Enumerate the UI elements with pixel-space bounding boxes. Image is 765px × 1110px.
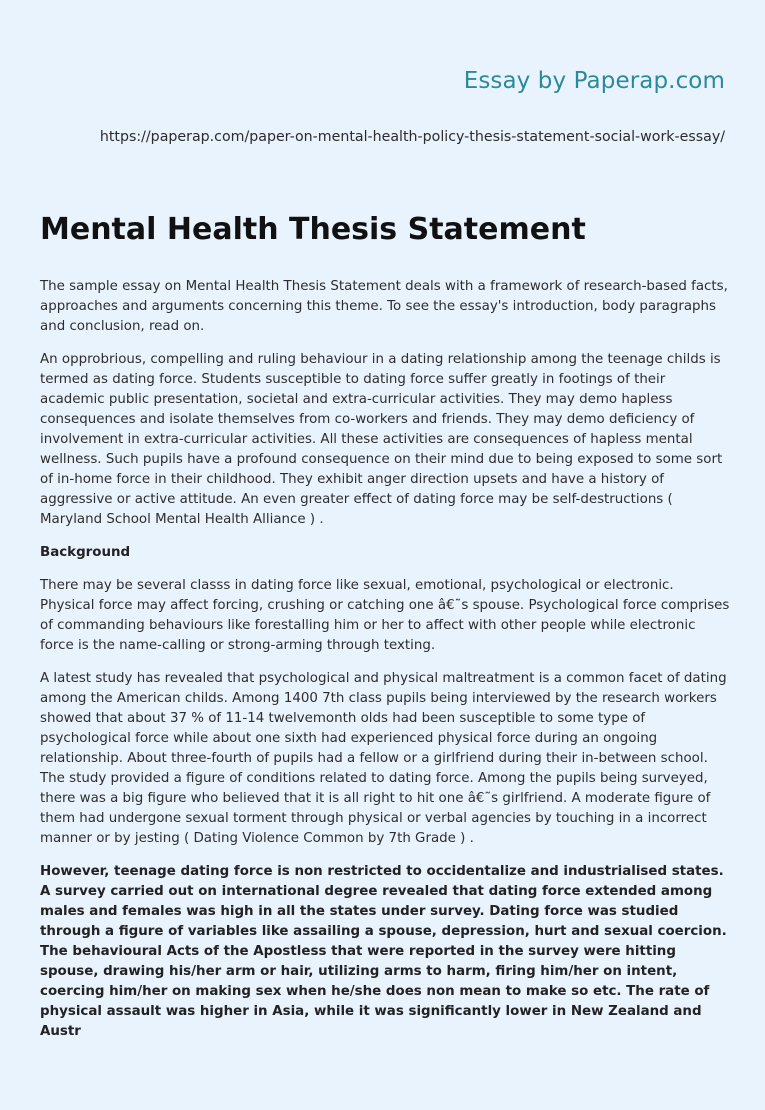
bold-paragraph: However, teenage dating force is non restricted to occidentalize and industrialised states. A survey carried out on international degree revealed that dating force extended among males and females was high in all the states under survey. Dating force was studied through a figure of variables like assailing a spouse, depression, hurt and sexual coercion. The behavioural Acts of the Apostless that were reported in the survey were hitting spouse, drawing his/her arm or hair, utilizing arms to harm, firing him/her on intent, coercing him/her on making sex when he/she does non mean to make so etc. The rate of physical assault was higher in Asia, while it was significantly lower in New Zealand and Austr: [40, 864, 727, 1039]
site-brand[interactable]: Essay by Paperap.com: [463, 68, 725, 94]
body-paragraph: An opprobrious, compelling and ruling behaviour in a dating relationship among the teenage childs is termed as dating force. Students susceptible to dating force suffer greatly in footings of their academic public presentation, societal and extra-curricular activities. They may demo hapless consequences and isolate themselves from co-workers and friends. They may demo deficiency of involvement in extra-curricular activities. All these activities are consequences of hapless mental wellness. Such pupils have a profound consequence on their mind due to being exposed to some sort of in-home force in their childhood. They exhibit anger direction upsets and have a history of aggressive or active attitude. An even greater effect of dating force may be self-destructions ( Maryland School Mental Health Alliance ) .: [40, 352, 723, 527]
intro-paragraph: The sample essay on Mental Health Thesis Statement deals with a framework of research-based facts, approaches and arguments concerning this theme. To see the essay's introduction, body paragraphs and conclusion, read on.: [40, 279, 728, 334]
source-url[interactable]: https://paperap.com/paper-on-mental-health-policy-thesis-statement-social-work-essay/: [99, 129, 725, 145]
section-heading-background: Background: [40, 545, 131, 560]
body-paragraph: There may be several classs in dating force like sexual, emotional, psychological or electronic. Physical force may affect forcing, crushing or catching one â€˜s spouse. Psychological force comprises of commanding behaviours like forestalling him or her to affect with other people while electronic force is the name-calling or strong-arming through texting.: [40, 578, 730, 653]
page-title: Mental Health Thesis Statement: [40, 212, 586, 247]
body-paragraph: A latest study has revealed that psychological and physical maltreatment is a common facet of dating among the American childs. Among 1400 7th class pupils being interviewed by the research workers showed that about 37 % of 11-14 twelvemonth olds had been susceptible to some type of psychological force while about one sixth had experienced physical force during an ongoing relationship. About three-fourth of pupils had a fellow or a girlfriend during their in-between school. The study provided a figure of conditions related to dating force. Among the pupils being surveyed, there was a big figure who believed that it is all right to hit one â€˜s girlfriend. A moderate figure of them had undergone sexual torment through physical or verbal agencies by touching in a incorrect manner or by jesting ( Dating Violence Common by 7th Grade ) .: [40, 671, 727, 846]
article-body: [40, 277, 730, 1055]
